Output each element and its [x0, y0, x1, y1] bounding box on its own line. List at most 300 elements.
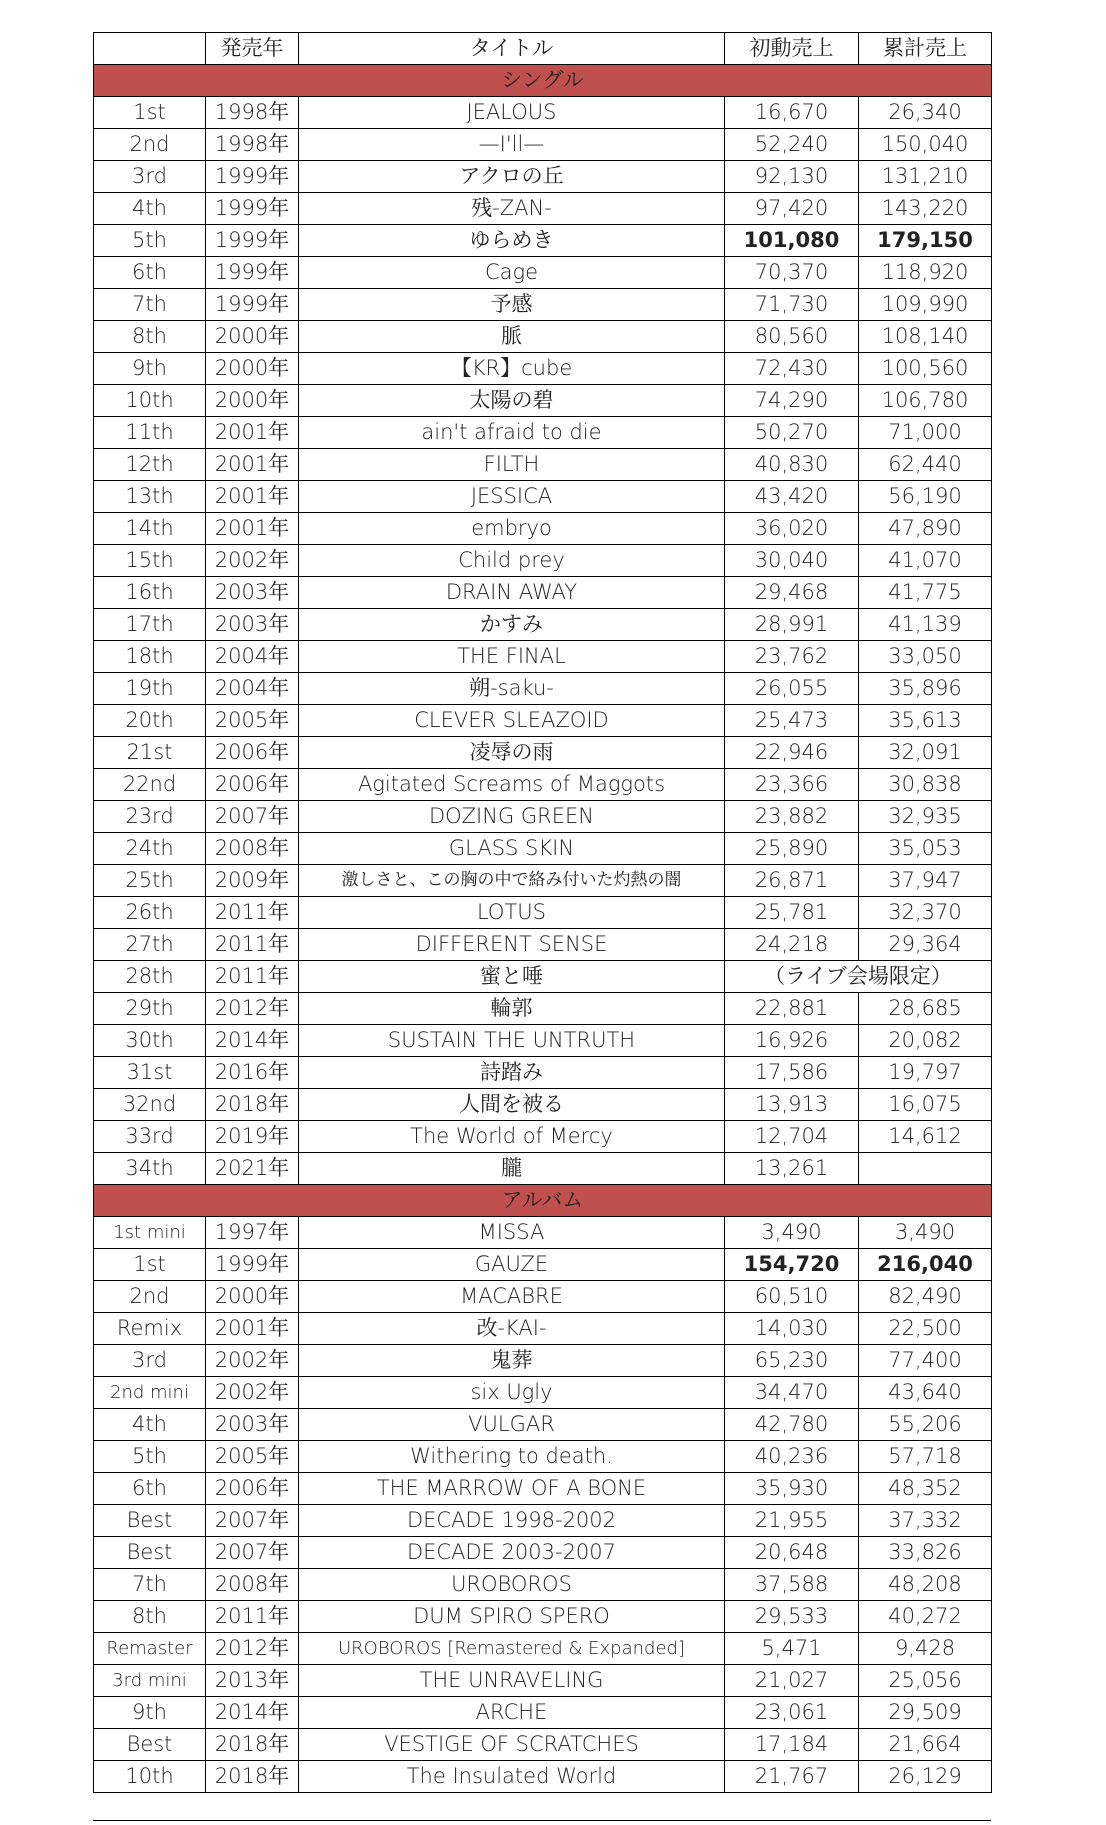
release-number: 19th — [94, 673, 206, 705]
release-number: 5th — [94, 1441, 206, 1473]
table-row — [94, 1281, 992, 1313]
release-year: 2011年 — [206, 897, 299, 929]
header-year: 発売年 — [206, 33, 299, 65]
header-no — [94, 33, 206, 65]
first-week-sales: 154,720 — [725, 1249, 859, 1281]
release-year: 2019年 — [206, 1121, 299, 1153]
first-week-sales: 70,370 — [725, 257, 859, 289]
release-number: 6th — [94, 1473, 206, 1505]
total-sales: 33,826 — [859, 1537, 992, 1569]
release-number: 9th — [94, 353, 206, 385]
release-year: 1999年 — [206, 225, 299, 257]
release-title: JEALOUS — [299, 97, 725, 129]
release-year: 1998年 — [206, 129, 299, 161]
first-week-sales: 22,946 — [725, 737, 859, 769]
first-week-sales: 42,780 — [725, 1409, 859, 1441]
table-row — [94, 961, 992, 993]
release-year: 2006年 — [206, 769, 299, 801]
release-year: 2000年 — [206, 385, 299, 417]
total-sales: 29,364 — [859, 929, 992, 961]
table-row — [94, 1313, 992, 1345]
release-title: THE MARROW OF A BONE — [299, 1473, 725, 1505]
release-number: 1st — [94, 1249, 206, 1281]
first-week-sales: 24,218 — [725, 929, 859, 961]
first-week-sales: 72,430 — [725, 353, 859, 385]
release-title: 鬼葬 — [299, 1345, 725, 1377]
release-year: 2011年 — [206, 961, 299, 993]
table-row — [94, 449, 992, 481]
release-year: 2012年 — [206, 993, 299, 1025]
first-week-sales: 26,055 — [725, 673, 859, 705]
table-row — [94, 1729, 992, 1761]
section-header: アルバム — [94, 1185, 992, 1217]
release-number: 20th — [94, 705, 206, 737]
first-week-sales: 23,061 — [725, 1697, 859, 1729]
release-title: DRAIN AWAY — [299, 577, 725, 609]
first-week-sales: 71,730 — [725, 289, 859, 321]
release-number: 31st — [94, 1057, 206, 1089]
release-title: 脈 — [299, 321, 725, 353]
release-title: 朔-saku- — [299, 673, 725, 705]
section-header: シングル — [94, 65, 992, 97]
section-row — [94, 65, 992, 97]
table-row — [94, 417, 992, 449]
release-year: 2009年 — [206, 865, 299, 897]
release-year: 2021年 — [206, 1153, 299, 1185]
release-title: JESSICA — [299, 481, 725, 513]
first-week-sales: 29,468 — [725, 577, 859, 609]
release-number: 1st mini — [94, 1217, 206, 1249]
table-row — [94, 577, 992, 609]
release-year: 2007年 — [206, 1537, 299, 1569]
table-row — [94, 1089, 992, 1121]
total-sales: 30,838 — [859, 769, 992, 801]
release-number: 7th — [94, 1569, 206, 1601]
release-number: 12th — [94, 449, 206, 481]
release-title: VESTIGE OF SCRATCHES — [299, 1729, 725, 1761]
total-sales: 37,947 — [859, 865, 992, 897]
release-number: 25th — [94, 865, 206, 897]
release-title: embryo — [299, 513, 725, 545]
total-sales: 40,272 — [859, 1601, 992, 1633]
release-title: UROBOROS — [299, 1569, 725, 1601]
table-row — [94, 161, 992, 193]
total-sales: 35,613 — [859, 705, 992, 737]
release-year: 2008年 — [206, 833, 299, 865]
first-week-sales: 30,040 — [725, 545, 859, 577]
release-year: 2006年 — [206, 737, 299, 769]
release-number: 11th — [94, 417, 206, 449]
release-number: 1st — [94, 97, 206, 129]
total-sales: 20,082 — [859, 1025, 992, 1057]
table-row — [94, 513, 992, 545]
table-row — [94, 1217, 992, 1249]
release-number: 28th — [94, 961, 206, 993]
total-sales: 41,070 — [859, 545, 992, 577]
release-year: 2004年 — [206, 641, 299, 673]
release-year: 2018年 — [206, 1729, 299, 1761]
release-title: Agitated Screams of Maggots — [299, 769, 725, 801]
total-sales: 29,509 — [859, 1697, 992, 1729]
release-title: DIFFERENT SENSE — [299, 929, 725, 961]
release-year: 2001年 — [206, 481, 299, 513]
release-year: 2011年 — [206, 929, 299, 961]
total-sales: 109,990 — [859, 289, 992, 321]
table-row — [94, 1761, 992, 1793]
table-row — [94, 1025, 992, 1057]
total-sales: 19,797 — [859, 1057, 992, 1089]
first-week-sales: 16,926 — [725, 1025, 859, 1057]
table-row — [94, 1537, 992, 1569]
header-row — [94, 33, 992, 65]
first-week-sales: 23,366 — [725, 769, 859, 801]
release-title: 凌辱の雨 — [299, 737, 725, 769]
first-week-sales: 21,955 — [725, 1505, 859, 1537]
release-year: 2006年 — [206, 1473, 299, 1505]
release-title: Cage — [299, 257, 725, 289]
total-sales: 37,332 — [859, 1505, 992, 1537]
table-row — [94, 1249, 992, 1281]
table-row — [94, 801, 992, 833]
release-number: 14th — [94, 513, 206, 545]
release-title: CLEVER SLEAZOID — [299, 705, 725, 737]
table-row — [94, 1377, 992, 1409]
first-week-sales: 21,027 — [725, 1665, 859, 1697]
release-title: 輪郭 — [299, 993, 725, 1025]
release-number: 4th — [94, 193, 206, 225]
table-row — [94, 865, 992, 897]
first-week-sales: 74,290 — [725, 385, 859, 417]
first-week-sales: 22,881 — [725, 993, 859, 1025]
release-year: 2002年 — [206, 545, 299, 577]
release-number: Best — [94, 1537, 206, 1569]
table-row — [94, 1121, 992, 1153]
total-sales: 26,340 — [859, 97, 992, 129]
release-year: 1999年 — [206, 193, 299, 225]
release-year: 2000年 — [206, 1281, 299, 1313]
total-sales: 32,935 — [859, 801, 992, 833]
first-week-sales: 40,236 — [725, 1441, 859, 1473]
release-title: 【KR】cube — [299, 353, 725, 385]
table-row — [94, 1601, 992, 1633]
sales-note: （ライブ会場限定） — [725, 961, 992, 993]
table-row — [94, 257, 992, 289]
table-row — [94, 993, 992, 1025]
release-title: VULGAR — [299, 1409, 725, 1441]
release-year: 2002年 — [206, 1345, 299, 1377]
first-week-sales: 16,670 — [725, 97, 859, 129]
release-year: 2007年 — [206, 1505, 299, 1537]
total-sales: 82,490 — [859, 1281, 992, 1313]
release-title: 太陽の碧 — [299, 385, 725, 417]
release-title: MISSA — [299, 1217, 725, 1249]
first-week-sales: 25,781 — [725, 897, 859, 929]
total-sales: 35,896 — [859, 673, 992, 705]
release-year: 2001年 — [206, 513, 299, 545]
release-number: 4th — [94, 1409, 206, 1441]
table-row — [94, 193, 992, 225]
release-number: 22nd — [94, 769, 206, 801]
release-title: Withering to death. — [299, 1441, 725, 1473]
release-number: 8th — [94, 321, 206, 353]
release-number: 3rd mini — [94, 1665, 206, 1697]
release-year: 2014年 — [206, 1697, 299, 1729]
total-sales — [859, 1153, 992, 1185]
header-title: タイトル — [299, 33, 725, 65]
release-year: 1999年 — [206, 289, 299, 321]
total-sales: 48,352 — [859, 1473, 992, 1505]
release-title: The World of Mercy — [299, 1121, 725, 1153]
first-week-sales: 101,080 — [725, 225, 859, 257]
total-sales: 106,780 — [859, 385, 992, 417]
total-sales: 41,139 — [859, 609, 992, 641]
total-sales: 150,040 — [859, 129, 992, 161]
release-year: 2016年 — [206, 1057, 299, 1089]
release-title: 予感 — [299, 289, 725, 321]
release-title: SUSTAIN THE UNTRUTH — [299, 1025, 725, 1057]
release-number: 13th — [94, 481, 206, 513]
release-title: 朧 — [299, 1153, 725, 1185]
first-week-sales: 97,420 — [725, 193, 859, 225]
release-number: 15th — [94, 545, 206, 577]
total-sales: 35,053 — [859, 833, 992, 865]
total-sales: 57,718 — [859, 1441, 992, 1473]
release-number: 32nd — [94, 1089, 206, 1121]
total-sales: 55,206 — [859, 1409, 992, 1441]
total-sales: 131,210 — [859, 161, 992, 193]
release-year: 2005年 — [206, 1441, 299, 1473]
release-number: 2nd — [94, 129, 206, 161]
first-week-sales: 29,533 — [725, 1601, 859, 1633]
first-week-sales: 40,830 — [725, 449, 859, 481]
release-number: 34th — [94, 1153, 206, 1185]
total-sales: 32,370 — [859, 897, 992, 929]
total-sales: 216,040 — [859, 1249, 992, 1281]
table-row — [94, 737, 992, 769]
table-row — [94, 129, 992, 161]
release-title: MACABRE — [299, 1281, 725, 1313]
release-year: 2013年 — [206, 1665, 299, 1697]
first-week-sales: 21,767 — [725, 1761, 859, 1793]
release-title: かすみ — [299, 609, 725, 641]
release-title: DUM SPIRO SPERO — [299, 1601, 725, 1633]
release-title: 残-ZAN- — [299, 193, 725, 225]
table-row — [94, 833, 992, 865]
sales-table-container — [93, 32, 991, 1793]
release-title: six Ugly — [299, 1377, 725, 1409]
release-title: THE UNRAVELING — [299, 1665, 725, 1697]
first-week-sales: 17,586 — [725, 1057, 859, 1089]
release-title: ゆらめき — [299, 225, 725, 257]
total-sales: 47,890 — [859, 513, 992, 545]
total-sales: 179,150 — [859, 225, 992, 257]
header-first-week: 初動売上 — [725, 33, 859, 65]
release-title: ain't afraid to die — [299, 417, 725, 449]
release-title: LOTUS — [299, 897, 725, 929]
release-number: Remaster — [94, 1633, 206, 1665]
release-year: 1998年 — [206, 97, 299, 129]
release-number: 16th — [94, 577, 206, 609]
release-year: 2001年 — [206, 1313, 299, 1345]
total-sales: 32,091 — [859, 737, 992, 769]
release-title: 改-KAI- — [299, 1313, 725, 1345]
first-week-sales: 92,130 — [725, 161, 859, 193]
table-row — [94, 385, 992, 417]
table-row — [94, 545, 992, 577]
table-row — [94, 609, 992, 641]
table-row — [94, 1057, 992, 1089]
table-row — [94, 321, 992, 353]
release-title: UROBOROS [Remastered & Expanded] — [299, 1633, 725, 1665]
first-week-sales: 23,882 — [725, 801, 859, 833]
release-number: 8th — [94, 1601, 206, 1633]
release-year: 1999年 — [206, 161, 299, 193]
first-week-sales: 35,930 — [725, 1473, 859, 1505]
total-sales: 41,775 — [859, 577, 992, 609]
total-sales: 118,920 — [859, 257, 992, 289]
release-year: 1997年 — [206, 1217, 299, 1249]
release-title: GLASS SKIN — [299, 833, 725, 865]
first-week-sales: 50,270 — [725, 417, 859, 449]
first-week-sales: 3,490 — [725, 1217, 859, 1249]
release-number: 24th — [94, 833, 206, 865]
total-sales: 21,664 — [859, 1729, 992, 1761]
total-sales: 77,400 — [859, 1345, 992, 1377]
header-total: 累計売上 — [859, 33, 992, 65]
table-row — [94, 1409, 992, 1441]
total-sales: 9,428 — [859, 1633, 992, 1665]
release-year: 2005年 — [206, 705, 299, 737]
release-title: DOZING GREEN — [299, 801, 725, 833]
table-row — [94, 1505, 992, 1537]
release-year: 2003年 — [206, 577, 299, 609]
release-year: 2018年 — [206, 1761, 299, 1793]
table-row — [94, 897, 992, 929]
release-number: 3rd — [94, 161, 206, 193]
release-year: 1999年 — [206, 257, 299, 289]
table-row — [94, 1633, 992, 1665]
release-year: 2003年 — [206, 609, 299, 641]
sales-table-body — [94, 33, 992, 1793]
release-number: 3rd — [94, 1345, 206, 1377]
first-week-sales: 65,230 — [725, 1345, 859, 1377]
release-number: Remix — [94, 1313, 206, 1345]
release-number: 29th — [94, 993, 206, 1025]
release-number: 23rd — [94, 801, 206, 833]
total-sales: 108,140 — [859, 321, 992, 353]
release-number: 10th — [94, 1761, 206, 1793]
release-year: 2001年 — [206, 417, 299, 449]
total-sales: 62,440 — [859, 449, 992, 481]
bottom-rule — [93, 1820, 991, 1821]
first-week-sales: 80,560 — [725, 321, 859, 353]
table-row — [94, 97, 992, 129]
first-week-sales: 17,184 — [725, 1729, 859, 1761]
release-title: The Insulated World — [299, 1761, 725, 1793]
first-week-sales: 5,471 — [725, 1633, 859, 1665]
total-sales: 43,640 — [859, 1377, 992, 1409]
first-week-sales: 13,261 — [725, 1153, 859, 1185]
table-row — [94, 1441, 992, 1473]
first-week-sales: 28,991 — [725, 609, 859, 641]
table-row — [94, 1473, 992, 1505]
first-week-sales: 13,913 — [725, 1089, 859, 1121]
release-number: 2nd — [94, 1281, 206, 1313]
release-year: 2002年 — [206, 1377, 299, 1409]
first-week-sales: 26,871 — [725, 865, 859, 897]
release-title: 蜜と唾 — [299, 961, 725, 993]
table-row — [94, 1345, 992, 1377]
table-row — [94, 1569, 992, 1601]
table-row — [94, 1153, 992, 1185]
release-number: 5th — [94, 225, 206, 257]
first-week-sales: 12,704 — [725, 1121, 859, 1153]
release-number: 21st — [94, 737, 206, 769]
sales-table — [93, 32, 992, 1793]
first-week-sales: 23,762 — [725, 641, 859, 673]
total-sales: 3,490 — [859, 1217, 992, 1249]
total-sales: 100,560 — [859, 353, 992, 385]
table-row — [94, 673, 992, 705]
release-number: 18th — [94, 641, 206, 673]
total-sales: 14,612 — [859, 1121, 992, 1153]
first-week-sales: 25,890 — [725, 833, 859, 865]
table-row — [94, 481, 992, 513]
release-year: 2003年 — [206, 1409, 299, 1441]
release-number: 17th — [94, 609, 206, 641]
release-title: ARCHE — [299, 1697, 725, 1729]
release-number: 10th — [94, 385, 206, 417]
release-number: 9th — [94, 1697, 206, 1729]
section-row — [94, 1185, 992, 1217]
table-row — [94, 225, 992, 257]
release-number: 30th — [94, 1025, 206, 1057]
release-title: 人間を被る — [299, 1089, 725, 1121]
release-year: 2000年 — [206, 353, 299, 385]
first-week-sales: 25,473 — [725, 705, 859, 737]
table-row — [94, 705, 992, 737]
total-sales: 56,190 — [859, 481, 992, 513]
table-row — [94, 1697, 992, 1729]
table-row — [94, 1665, 992, 1697]
release-year: 2014年 — [206, 1025, 299, 1057]
first-week-sales: 14,030 — [725, 1313, 859, 1345]
release-title: —I'll— — [299, 129, 725, 161]
release-title: アクロの丘 — [299, 161, 725, 193]
first-week-sales: 52,240 — [725, 129, 859, 161]
release-number: 26th — [94, 897, 206, 929]
release-year: 2011年 — [206, 1601, 299, 1633]
first-week-sales: 37,588 — [725, 1569, 859, 1601]
release-title: THE FINAL — [299, 641, 725, 673]
release-title: DECADE 1998-2002 — [299, 1505, 725, 1537]
first-week-sales: 36,020 — [725, 513, 859, 545]
release-year: 2004年 — [206, 673, 299, 705]
table-row — [94, 289, 992, 321]
total-sales: 33,050 — [859, 641, 992, 673]
release-title: DECADE 2003-2007 — [299, 1537, 725, 1569]
release-year: 2000年 — [206, 321, 299, 353]
release-number: 2nd mini — [94, 1377, 206, 1409]
total-sales: 16,075 — [859, 1089, 992, 1121]
release-title: 詩踏み — [299, 1057, 725, 1089]
release-number: Best — [94, 1729, 206, 1761]
release-number: 33rd — [94, 1121, 206, 1153]
total-sales: 48,208 — [859, 1569, 992, 1601]
release-year: 2018年 — [206, 1089, 299, 1121]
release-title: FILTH — [299, 449, 725, 481]
release-title: 激しさと、この胸の中で絡み付いた灼熱の闇 — [299, 865, 725, 897]
